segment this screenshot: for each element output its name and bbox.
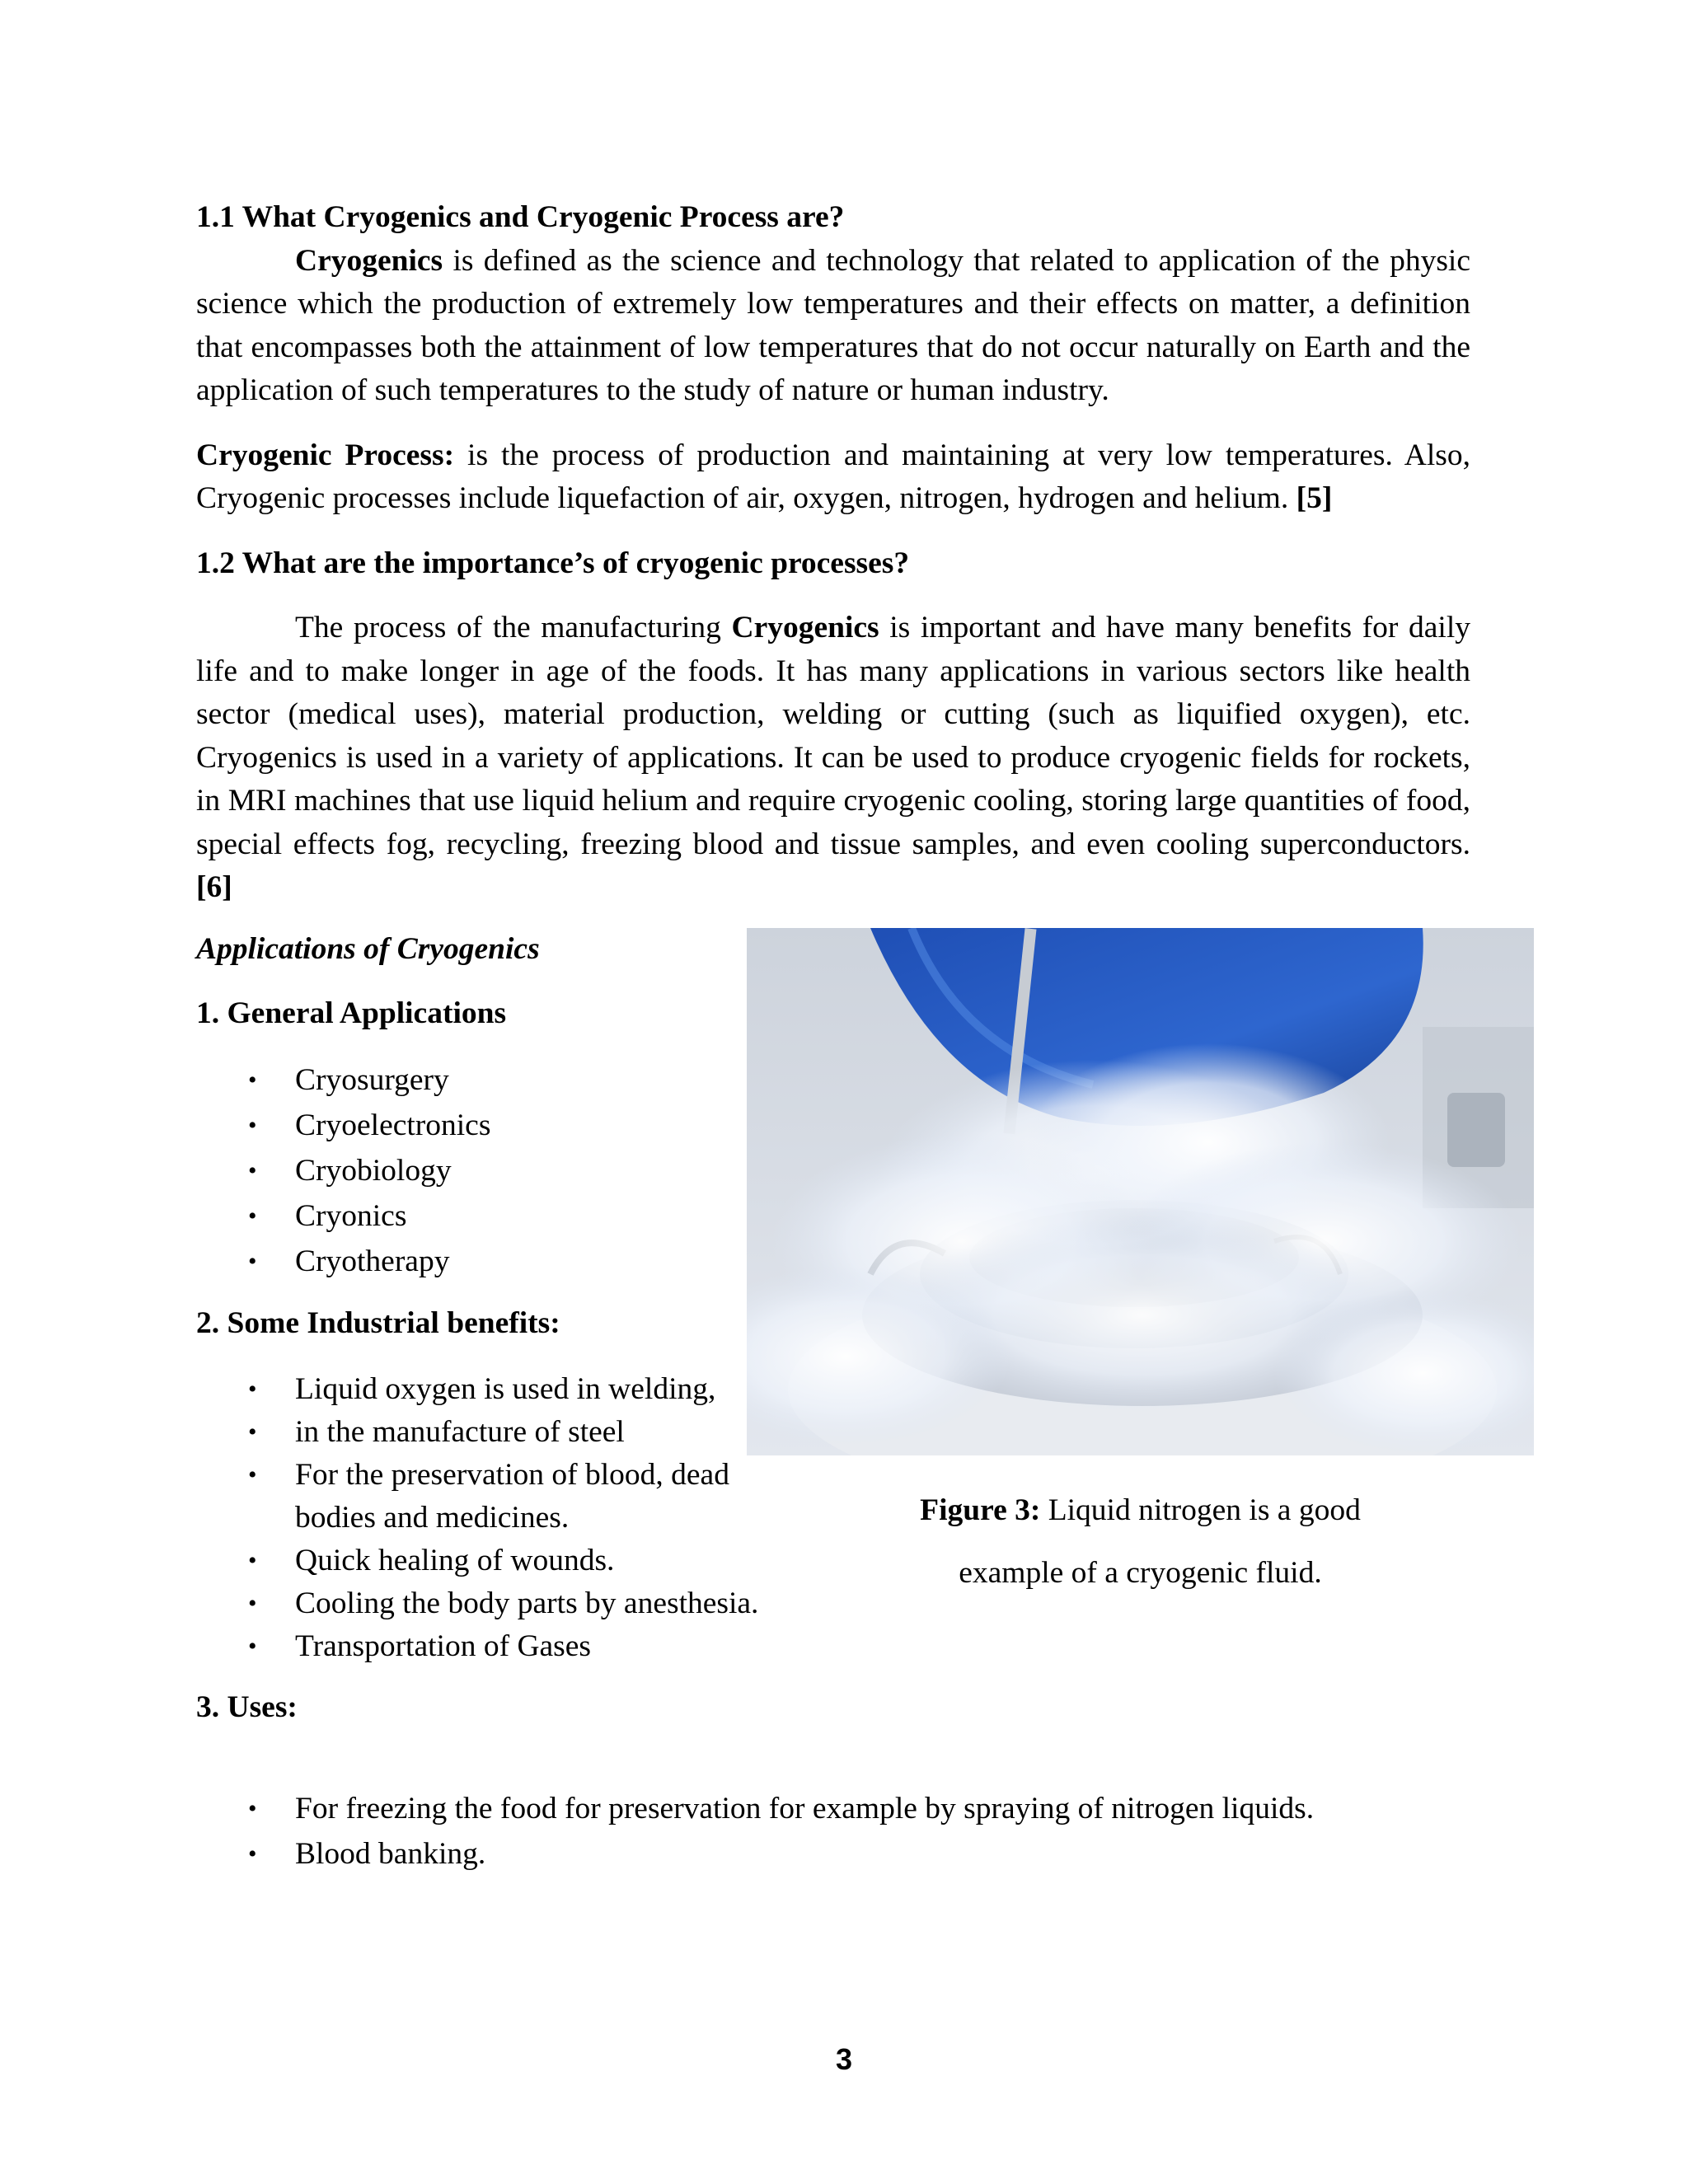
general-applications-heading: 1. General Applications (196, 996, 507, 1030)
bullet-icon: • (248, 1794, 257, 1822)
industrial-benefits-heading: 2. Some Industrial benefits: (196, 1305, 560, 1340)
general-item-text: Cryonics (295, 1198, 407, 1233)
figure-3 (747, 928, 1534, 1605)
bullet-icon: • (248, 1202, 257, 1230)
importance-paragraph (196, 607, 1470, 910)
section-heading-1-2: 1.2 What are the importance’s of cryogenic processes? (196, 546, 910, 580)
bullet-icon: • (248, 1590, 257, 1617)
industrial-item-text: Liquid oxygen is used in welding, (295, 1372, 716, 1406)
bullet-icon: • (248, 1547, 257, 1574)
bullet-icon: • (248, 1840, 257, 1868)
section-heading-1-1: 1.1 What Cryogenics and Cryogenic Process are? (196, 200, 845, 234)
industrial-item (196, 1411, 806, 1454)
term-cryogenics-2: Cryogenics (731, 611, 879, 644)
page-content (196, 196, 1470, 1877)
figure-label: Figure 3: (920, 1493, 1041, 1527)
cryogenic-process-paragraph (196, 434, 1470, 521)
cryogenics-definition-paragraph (196, 240, 1470, 413)
liquid-nitrogen-photo (747, 928, 1534, 1455)
figure-caption (747, 1479, 1534, 1605)
uses-item-text: For freezing the food for preservation for example by spraying of nitrogen liquids. (295, 1791, 1315, 1825)
bullet-icon: • (248, 1111, 257, 1139)
industrial-item-text: For the preservation of blood, dead bodies and medicines. (295, 1458, 729, 1535)
industrial-item (196, 1582, 806, 1625)
bullet-icon: • (248, 1418, 257, 1446)
definition-text: is defined as the science and technology that related to application of the physic science which the production of extremely low temperatures and their effects on matter, a definition that encompasses both the attainment of low temperatures that do not occur naturally on Earth and the application of such temperatures to the study of nature or human industry. (196, 243, 1470, 407)
figure-caption-text-1: Liquid nitrogen is a good (1040, 1493, 1361, 1527)
industrial-item (196, 1625, 806, 1668)
uses-item (196, 1786, 1470, 1831)
figure-caption-line-2: example of a cryogenic fluid. (959, 1555, 1322, 1590)
bullet-icon: • (248, 1461, 257, 1488)
general-item-text: Cryobiology (295, 1153, 452, 1188)
industrial-item-text: in the manufacture of steel (295, 1415, 625, 1449)
general-item-text: Cryoelectronics (295, 1108, 491, 1142)
general-item-text: Cryosurgery (295, 1062, 449, 1097)
uses-item-text: Blood banking. (295, 1836, 486, 1871)
industrial-item (196, 1368, 806, 1411)
page-number: 3 (835, 2042, 853, 2076)
uses-item (196, 1831, 1470, 1877)
applications-title: Applications of Cryogenics (196, 931, 540, 966)
term-cryogenics: Cryogenics (295, 243, 443, 278)
process-text: is the process of production and maintaining at very low temperatures. Also, Cryogenic processes include liquefaction of air, oxygen, nitrogen, hydrogen and helium. (196, 438, 1470, 515)
industrial-item (196, 1454, 806, 1540)
applications-section (196, 928, 1470, 1765)
importance-text: is important and have many benefits for daily life and to make longer in age of the foods. It has many applications in various sectors like health sector (medical uses), material production, welding or cutting (such as liquified oxygen), etc. Cryogenics is used in a variety of applications. It can be used to produce cryogenic fields for rockets, in MRI machines that use liquid helium and require cryogenic cooling, storing large quantities of food, special effects fog, recycling, freezing blood and tissue samples, and even cooling superconductors. (196, 611, 1470, 861)
industrial-item-text: Cooling the body parts by anesthesia. (295, 1586, 759, 1620)
uses-heading: 3. Uses: (196, 1690, 298, 1724)
term-cryogenic-process: Cryogenic Process: (196, 438, 455, 472)
industrial-item-text: Quick healing of wounds. (295, 1544, 615, 1577)
industrial-benefits-list (196, 1368, 806, 1668)
bullet-icon: • (248, 1156, 257, 1184)
bullet-icon: • (248, 1633, 257, 1660)
uses-list (196, 1786, 1470, 1877)
citation-6: [6] (196, 870, 232, 904)
citation-5: [5] (1296, 481, 1333, 515)
liquid-nitrogen-illustration (747, 928, 1534, 1455)
general-item-text: Cryotherapy (295, 1244, 450, 1278)
bullet-icon: • (248, 1247, 257, 1275)
bullet-icon: • (248, 1376, 257, 1403)
industrial-item-text: Transportation of Gases (295, 1629, 591, 1663)
industrial-item (196, 1540, 806, 1582)
bullet-icon: • (248, 1066, 257, 1094)
figure-caption-line-1 (747, 1479, 1534, 1543)
importance-text-pre: The process of the manufacturing (295, 611, 732, 644)
